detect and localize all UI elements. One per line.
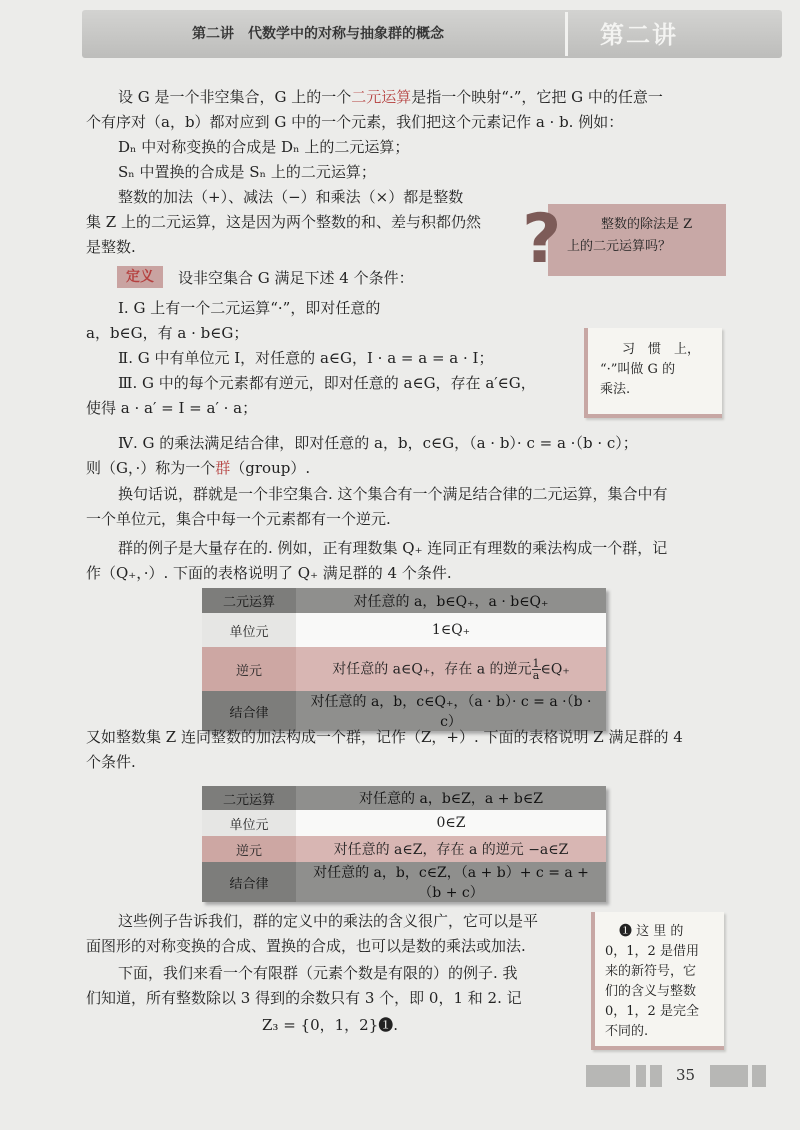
formula-z3: Z₃ = {0，1，2}❶. <box>262 1016 399 1034</box>
table-row <box>202 836 606 862</box>
table-row <box>202 588 606 613</box>
header-divider <box>565 12 568 56</box>
table-cell-value: 0∈Z <box>436 815 466 831</box>
definition-tag: 定义 <box>117 266 163 288</box>
table-cell-value: 对任意的 a∈Q₊，存在 a 的逆元 $\frac{1}{a}$ ∈Q₊ <box>332 656 570 682</box>
table-cell-value: 对任意的 a，b∈Q₊，a · b∈Q₊ <box>353 593 549 610</box>
table-row <box>202 647 606 691</box>
footer-bar <box>710 1065 748 1087</box>
condition-1-cont: a，b∈G，有 a · b∈G； <box>86 324 249 342</box>
paragraph-line: 这些例子告诉我们，群的定义中的乘法的含义很广，它可以是平 <box>118 912 539 930</box>
table-row <box>202 786 606 810</box>
paragraph-line: 个有序对（a，b）都对应到 G 中的一个元素，我们把这个元素记作 a · b. 例如： <box>86 113 624 131</box>
condition-3: Ⅲ. G 中的每个元素都有逆元，即对任意的 a∈G，存在 a′∈G， <box>118 374 536 392</box>
paragraph-line: 集 Z 上的二元运算，这是因为两个整数的和、差与积都仍然 <box>86 213 481 231</box>
footer-bar <box>636 1065 646 1087</box>
paragraph-line: Sₙ 中置换的合成是 Sₙ 上的二元运算； <box>118 163 376 181</box>
condition-4: Ⅳ. G 的乘法满足结合律，即对任意的 a，b，c∈G，（a · b）· c = a ·（b · c）； <box>118 434 638 452</box>
table-row <box>202 613 606 647</box>
condition-1: Ⅰ. G 上有一个二元运算“·”，即对任意的 <box>118 299 381 317</box>
paragraph-line: 是整数. <box>86 238 136 256</box>
table-cell-label: 结合律 <box>202 691 296 731</box>
question-text: 整数的除法是 Z 上的二元运算吗？ <box>567 217 693 254</box>
footer-bar <box>586 1065 630 1087</box>
page-number: 35 <box>676 1066 696 1084</box>
footer-bar <box>752 1065 766 1087</box>
fraction: $\frac{1}{a}$ <box>532 656 540 682</box>
question-mark-icon: ? <box>522 200 562 279</box>
table-cell-value: 对任意的 a，b∈Z，a + b∈Z <box>359 791 543 807</box>
table-row <box>202 691 606 731</box>
side-note-2-text: ❶ 这 里 的 0，1，2 是借用 来的新符号，它 们的含义与整数 0，1，2 是完全 不同的. <box>605 924 699 1039</box>
paragraph-line: Dₙ 中对称变换的合成是 Dₙ 上的二元运算； <box>118 138 410 156</box>
paragraph-line: 们知道，所有整数除以 3 得到的余数只有 3 个，即 0，1 和 2. 记 <box>86 989 522 1007</box>
chapter-label: 第二讲 <box>600 21 678 49</box>
table-row <box>202 862 606 902</box>
paragraph-line: 面图形的对称变换的合成、置换的合成，也可以是数的乘法或加法. <box>86 937 526 955</box>
table-cell-label: 逆元 <box>202 647 296 691</box>
table-row <box>202 810 606 836</box>
table-cell-value: 1∈Q₊ <box>431 622 471 638</box>
condition-3-cont: 使得 a · a′ = I = a′ · a； <box>86 399 258 417</box>
table-z <box>202 786 606 902</box>
paragraph-line: 一个单位元，集合中每一个元素都有一个逆元. <box>86 510 391 528</box>
table-cell-label: 二元运算 <box>202 786 296 810</box>
table-cell-value: 对任意的 a∈Z，存在 a 的逆元 −a∈Z <box>333 842 569 858</box>
paragraph-line: 换句话说，群就是一个非空集合. 这个集合有一个满足结合律的二元运算，集合中有 <box>118 485 668 503</box>
table-cell-label: 单位元 <box>202 810 296 836</box>
table-cell-label: 逆元 <box>202 836 296 862</box>
footer-bar <box>650 1065 662 1087</box>
table-cell-value: 对任意的 a，b，c∈Q₊，（a · b）· c = a ·（b · c） <box>310 694 592 730</box>
definition-intro: 设非空集合 G 满足下述 4 个条件： <box>178 269 414 287</box>
term-binary-operation: 二元运算 <box>351 88 412 106</box>
table-cell-value: 对任意的 a，b，c∈Z，（a + b）+ c = a +（b + c） <box>313 865 589 901</box>
table-cell-label: 结合律 <box>202 862 296 902</box>
table-cell-label: 二元运算 <box>202 588 296 613</box>
header-title: 第二讲 代数学中的对称与抽象群的概念 <box>192 26 444 42</box>
paragraph-line: 群的例子是大量存在的. 例如，正有理数集 Q₊ 连同正有理数的乘法构成一个群，记 <box>118 539 668 557</box>
paragraph-line: 设 G 是一个非空集合，G 上的一个二元运算是指一个映射“·”，它把 G 中的任意一 <box>118 88 663 106</box>
table-q-plus <box>202 588 606 731</box>
paragraph-line: 个条件. <box>86 753 136 771</box>
paragraph-line: 作（Q₊，·）. 下面的表格说明了 Q₊ 满足群的 4 个条件. <box>86 564 452 582</box>
table-cell-label: 单位元 <box>202 613 296 647</box>
paragraph-line: 整数的加法（+）、减法（−）和乘法（×）都是整数 <box>118 188 464 206</box>
paragraph-line: 又如整数集 Z 连同整数的加法构成一个群，记作（Z，+）. 下面的表格说明 Z 满足群的 4 <box>86 728 683 746</box>
group-definition-line: 则（G，·）称为一个群（group）. <box>86 459 311 477</box>
term-group: 群 <box>215 459 231 477</box>
condition-2: Ⅱ. G 中有单位元 I，对任意的 a∈G，I · a = a = a · I； <box>118 349 494 367</box>
paragraph-line: 下面，我们来看一个有限群（元素个数是有限的）的例子. 我 <box>118 964 518 982</box>
side-note-1-text: 习 惯 上， “·”叫做 G 的 乘法. <box>600 342 701 397</box>
